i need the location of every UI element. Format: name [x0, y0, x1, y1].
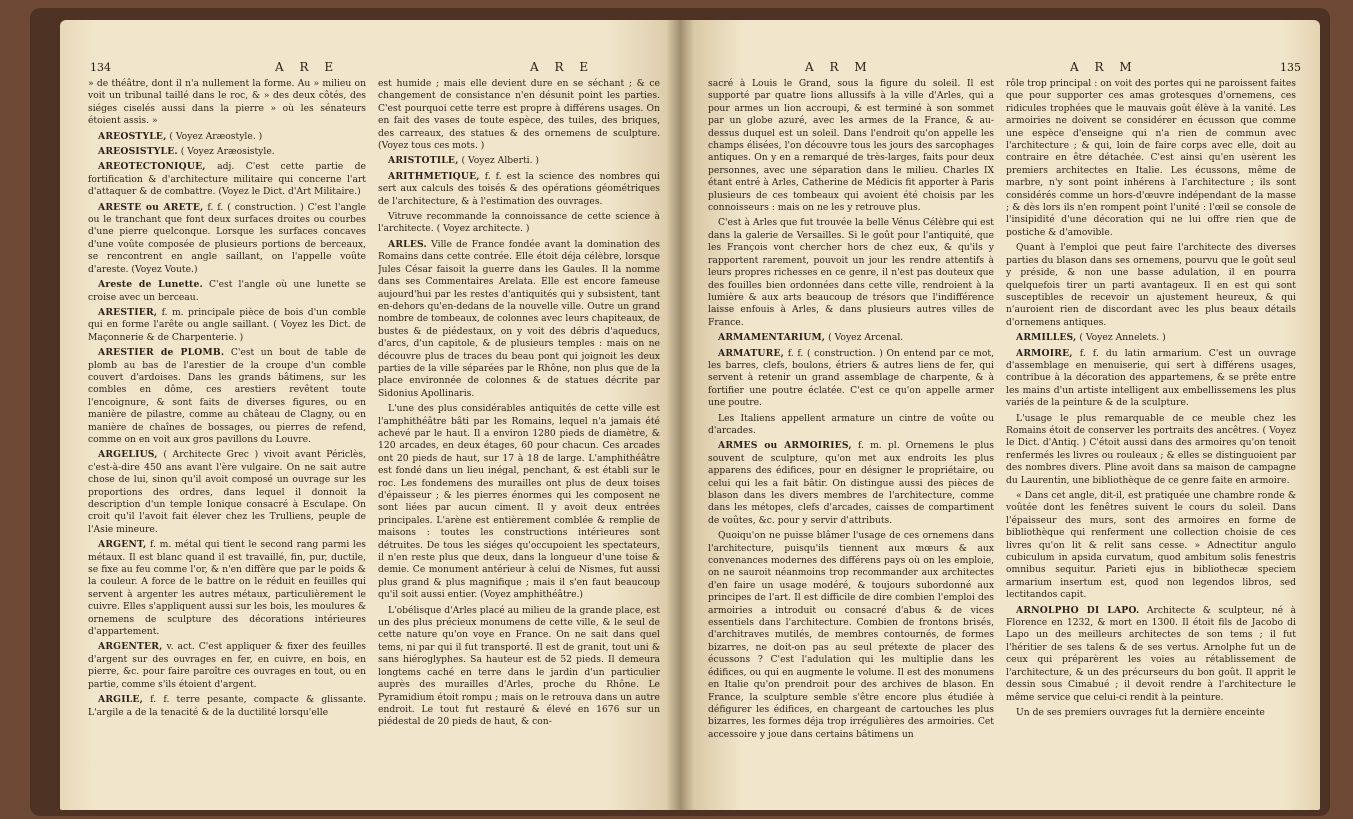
- left-page: [60, 20, 680, 810]
- entry-paragraph: [88, 347, 366, 446]
- entry-text: Un de ses premiers ouvrages fut la dernière enceinte: [1016, 706, 1265, 718]
- right-running-head-1: A R M: [805, 60, 873, 74]
- entry-text: Vitruve recommande la connoissance de cette science à l'architecte. ( Voyez architecte. ): [378, 211, 660, 235]
- entry-paragraph: [708, 440, 994, 527]
- entry-text: » de théâtre, dont il n'a nullement la forme. Au » milieu on voit un tribunal taillé dans le roc, & » des deux côtés, des siéges ciselés aussi dans la pierre » où les sénateurs étoient assis. »: [88, 78, 366, 127]
- entry-headword: ARMES ou ARMOIRIES,: [718, 440, 852, 452]
- entry-headword: ARITHMETIQUE,: [388, 170, 480, 182]
- entry-text: sacré à Louis le Grand, sous la figure du soleil. Il est supporté par quatre lions allussifs à la ville d'Arles, qui a pour armes un lion accroupi, & est terminé à son sommet par un globe azuré, avec les armes de la France, & au-dessus duquel est un soleil. Dans l'endroit qu'on appelle les champs élisées, l'on découvre tous les jours des sarcophages antiques. On y en a remarqué de très-larges, faits pour deux personnes, avec une séparation dans le milieu. Charles IX étant entré à Arles, Catherine de Médicis fit apporter à Paris plusieurs de ces tombeaux qui avoient été choisis par les connoisseurs : mais on ne les y retrouve plus.: [708, 78, 994, 214]
- entry-paragraph: [378, 239, 660, 400]
- entry-text: C'est l'angle où une lunette se croise avec un berceau.: [88, 279, 366, 303]
- entry-headword: AREOSISTYLE.: [98, 146, 178, 158]
- entry-paragraph: [1006, 707, 1296, 719]
- entry-text: ( Voyez Aræosistyle.: [177, 146, 275, 158]
- entry-paragraph: [88, 146, 366, 158]
- entry-headword: Areste de Lunette.: [98, 279, 203, 291]
- entry-paragraph: [88, 539, 366, 638]
- entry-headword: ARGILE,: [98, 694, 143, 706]
- entry-paragraph: [88, 202, 366, 276]
- entry-headword: AREOSTYLE,: [98, 130, 167, 142]
- entry-headword: ARISTOTILE,: [388, 155, 459, 167]
- left-page-number: 134: [90, 61, 111, 74]
- entry-paragraph: [88, 279, 366, 304]
- entry-text: f. m. principale pièce de bois d'un comble qui en forme l'arête ou angle saillant. ( Voyez les Dict. de Maçonnerie & de Charpenterie. ): [88, 306, 366, 343]
- entry-paragraph: [708, 413, 994, 438]
- entry-paragraph: [378, 155, 660, 167]
- entry-text: Les Italiens appellent armature un cintre de voûte ou d'arcades.: [708, 412, 994, 436]
- right-page: [680, 20, 1320, 810]
- left-running-head-2: A R E: [530, 60, 595, 74]
- entry-text: « Dans cet angle, dit-il, est pratiquée une chambre ronde & voûtée dont les fenêtres suivent le cours du soleil. Dans l'épaisseur des murs, sont des armoires en forme de bibliothèque qui renferment une collection choisie de ces livres qu'on lit & relit sans cesse. » Adnectitur angulo cubiculum in apsida curvatum, quod ambitum solis fenestris omnibus sequitur. Parieti ejus in bibliothecæ speciem armarium insertum est, quod non legendos libros, sed lectitandos capit.: [1006, 490, 1296, 601]
- entry-paragraph: [708, 78, 994, 214]
- entry-headword: ARNOLPHO DI LAPO.: [1016, 604, 1140, 616]
- book-gutter: [666, 20, 694, 810]
- entry-paragraph: [708, 530, 994, 741]
- entry-paragraph: [1006, 242, 1296, 329]
- entry-paragraph: [1006, 490, 1296, 602]
- entry-paragraph: [88, 694, 366, 719]
- entry-text: f. f. terre pesante, compacte & glissante. L'argile a de la tenacité & de la ductilité lorsqu'elle: [88, 694, 366, 718]
- entry-headword: AREOTECTONIQUE,: [98, 161, 206, 173]
- entry-text: f. f. ( construction. ) On entend par ce mot, les barres, clefs, boulons, étriers & autres liens de fer, qui servent à retenir un grand assemblage de charpente, & à fortifier une poutre éclatée. C'est ce qu'on appelle armer une poutre.: [708, 347, 994, 409]
- entry-text: Ville de France fondée avant la domination des Romains dans cette contrée. Elle étoit déja célèbre, lorsque Jules César faisoit la guerre dans les Gaules. Il la nomme dans ses Commentaires Arelata. Elle est encore fameuse aujourd'hui par les restes d'antiquités qui y subsistent, tant en-dehors qu'en-dedans de la nouvelle ville. Outre un grand nombre de tombeaux, de colonnes avec leurs chapiteaux, de bustes & de piédestaux, on y voit des débris d'aqueducs, d'arcs, d'un capitole, & de plusieurs temples : mais on ne découvre plus de traces du beau pont qui joignoit les deux parties de la ville séparées par le Rhône, non plus que de la place environnée de colonnes & de statues décrite par Sidonius Apollinaris.: [378, 238, 660, 399]
- left-column-1: [88, 78, 366, 810]
- entry-headword: ARMATURE,: [718, 347, 785, 359]
- right-page-number: 135: [1280, 61, 1301, 74]
- entry-text: Quoiqu'on ne puisse blâmer l'usage de ces ornemens dans l'architecture, puisqu'ils tiennent aux mœurs & aux convenances modernes des différens pays où on les emploie, on ne sauroit néanmoins trop recommander aux architectes d'en faire un usage modéré, & toujours subordonné aux principes de l'art. Il est difficile de dire combien l'emploi des armoiries a introduit ou consacré d'abus & de vices essentiels dans l'architecture. Combien de frontons brisés, d'architraves mutilés, de membres contournés, de formes bizarres, ne doit-on pas au seul prétexte de placer des écussons ? C'est l'adulation qui les multiplie dans les édifices, ou qui en augmente le volume. Il est des monumens en Italie qu'on prendroit pour des archives de blason. En France, la sculpture semble s'être encore plus étudiée à défigurer les édifices, en chargeant de cartouches les plus bizarres, les formes déja trop irrégulières des armoiries. Cet accessoire y joue dans certains bâtimens un: [708, 530, 994, 740]
- entry-paragraph: [1006, 332, 1296, 344]
- entry-headword: ARMILLES,: [1016, 332, 1077, 344]
- left-column-2: [378, 78, 660, 810]
- entry-paragraph: [88, 131, 366, 143]
- entry-paragraph: [378, 171, 660, 208]
- left-running-head-1: A R E: [275, 60, 340, 74]
- entry-headword: ARGENTER,: [98, 641, 163, 653]
- entry-text: Architecte & sculpteur, né à Florence en 1232, & mort en 1300. Il étoit fils de Jacobo di Lapo un des meilleurs architectes de son tems ; il fut l'héritier de ses talens & de ses vertus. Arnolphe fut un de ceux qui préparèrent les voies au rétablissement de l'architecture, & un des précurseurs du bon goût. Il apprit le dessin sous Cimabué ; il devoit rendre à l'architecture le même service que celui-ci rendit à la peinture.: [1006, 604, 1296, 703]
- entry-text: ( Voyez Alberti. ): [458, 155, 540, 167]
- entry-text: rôle trop principal : on voit des portes qui ne paroissent faites que pour supporter ces amas grotesques d'ornemens, ces ridicules trophées que le mauvais goût élève à la vanité. Les armoiries ne doivent se considérer en écusson que comme une espèce d'enseigne qui n'a rien de commun avec l'architecture ; & qui, loin de faire corps avec elle, doit au contraire en être détachée. C'est ainsi qu'en usèrent les premiers architectes en Italie. Les écussons, même de marbre, n'y sont point inhérens à l'architecture ; ils sont considérés comme un hors-d'œuvre indépendant de la masse ; & dès lors ils n'en rompent point l'unité : l'œil se console de l'insipidité d'une décoration qui ne lui offre rien que de postiche & d'amovible.: [1006, 78, 1296, 238]
- entry-text: f. m. métal qui tient le second rang parmi les métaux. Il est blanc quand il est travaillé, fin, pur, ductile, se fixe au feu comme l'or, & n'en diffère que par le poids & la couleur. A force de le battre on le réduit en feuilles qui servent à argenter les autres métaux, particulièrement le cuivre. Elles s'appliquent aussi sur les bois, les moulures & ornemens de sculpture des décorations intérieures d'appartement.: [88, 539, 366, 638]
- entry-paragraph: [378, 211, 660, 236]
- entry-headword: ARMAMENTARIUM,: [718, 332, 826, 344]
- entry-text: ( Voyez Aræostyle. ): [166, 130, 263, 142]
- right-running-head-2: A R M: [1070, 60, 1138, 74]
- entry-paragraph: [1006, 78, 1296, 239]
- entry-paragraph: [1006, 413, 1296, 487]
- entry-text: est humide ; mais elle devient dure en se séchant ; & ce changement de consistance n'en désunit point les parties. C'est pourquoi cette terre est propre à différens usages. On en fait des vases de toute espèce, des tuiles, des briques, des carreaux, des statues & des ornemens de sculpture. (Voyez tous ces mots. ): [378, 78, 660, 152]
- entry-text: f. f. du latin armarium. C'est un ouvrage d'assemblage en menuiserie, qui sert à différens usages, contribue à la décoration des appartemens, & se prête entre les mains d'un artiste intelligent aux embellissemens les plus variés de la peinture & de la sculpture.: [1006, 347, 1296, 409]
- right-column-2: [1006, 78, 1296, 810]
- entry-headword: ARESTE ou ARETE,: [98, 201, 204, 213]
- entry-headword: ARESTIER,: [98, 306, 158, 318]
- entry-headword: ARGENT,: [98, 539, 147, 551]
- entry-paragraph: [88, 161, 366, 198]
- entry-text: ( Architecte Grec ) vivoit avant Périclès, c'est-à-dire 450 ans avant l'ère vulgaire. On ne sait autre chose de lui, sinon qu'il avoit composé un ouvrage sur les proportions des ordres, dans lequel il donnoit la description d'un temple Ionique consacré à Esculape. On croit qu'il l'avoit fait élever chez les Trulliens, peuple de l'Asie mineure.: [88, 449, 366, 535]
- entry-text: ( Voyez Annelets. ): [1076, 332, 1166, 344]
- entry-paragraph: [708, 217, 994, 329]
- entry-text: f. f. ( construction. ) C'est l'angle ou le tranchant que font deux surfaces droites ou courbes d'une pierre quelconque. Lorsque les surfaces concaves d'une voûte composée de plusieurs portions de berceaux, se rencontrent en angle saillant, on l'appelle voûte d'areste. (Voyez Voute.): [88, 201, 366, 275]
- entry-paragraph: [88, 78, 366, 128]
- entry-paragraph: [708, 348, 994, 410]
- entry-paragraph: [708, 332, 994, 344]
- entry-text: L'usage le plus remarquable de ce meuble chez les Romains étoit de conserver les portraits des ancêtres. ( Voyez le Dict. d'Antiq. ) C'étoit aussi dans des armoires qu'on tenoit renfermés les livres ou rouleaux ; & elles se distinguoient par des nombres divers. Pline avoit dans sa maison de campagne du Laurentin, une bibliothèque de ce genre faite en armoire.: [1006, 412, 1296, 486]
- entry-text: ( Voyez Arcenal.: [825, 332, 904, 344]
- right-column-1: [708, 78, 994, 810]
- entry-headword: ARLES.: [388, 238, 427, 250]
- entry-paragraph: [88, 641, 366, 691]
- entry-text: v. act. C'est appliquer & fixer des feuilles d'argent sur des ouvrages en fer, en cuivre, en bois, en pierre, &c. pour faire paroître ces ouvrages en tout, ou en partie, comme s'ils étoient d'argent.: [88, 641, 366, 690]
- entry-text: Quant à l'emploi que peut faire l'architecte des diverses parties du blason dans ses ornemens, pourvu que le goût seul y préside, & non une basse adulation, il en pourra quelquefois tirer un parti avantageux. Il en est qui sont susceptibles de recevoir un ajustement heureux, & qui n'auroient rien de discordant avec les plus beaux détails d'ornemens antiques.: [1006, 242, 1296, 328]
- entry-paragraph: [88, 449, 366, 536]
- entry-text: f. f. est la science des nombres qui sert aux calculs des toisés & des opérations géométriques de l'architecture, & à l'estimation des ouvrages.: [378, 170, 660, 207]
- entry-text: L'obélisque d'Arles placé au milieu de la grande place, est un des plus précieux monumens de cette ville, & le seul de cette nature qu'on voye en France. On ne sait dans quel tems, ni par qui il fut transporté. Il est de granit, tout uni & sans hiéroglyphes. Sa hauteur est de 52 pieds. Il demeura longtems caché en terre dans le jardin d'un particulier auprès des murailles d'Arles, proche du Rhône. Le Pyramidium étoit rompu ; mais on le retrouva dans un autre endroit. Le tout fut restauré & élevé en 1676 sur un piédestal de 20 pieds de haut, & con-: [378, 604, 660, 728]
- entry-headword: ARESTIER de PLOMB.: [98, 347, 225, 359]
- entry-text: L'une des plus considérables antiquités de cette ville est l'amphithéâtre bâti par les Romains, lequel n'a jamais été achevé par le haut. Il a environ 1280 pieds de diamètre, & 120 arcades, en deux étages, 60 pour chacun. Ces arcades ont 20 pieds de haut, sur 17 à 18 de large. L'amphithéâtre est fondé dans un lieu inégal, penchant, & est établi sur le roc. Les fondemens des murailles ont plus de deux toises d'épaisseur ; & les pierres énormes qui les composent ne sont liées par aucun ciment. Il y avoit deux entrées principales. L'arène est entièrement comblée & remplie de maisons : toutes les constructions intérieures sont détruites. De tous les siéges qu'occupoient les spectateurs, il n'en reste plus que deux, dans la longueur d'une toise & demie. Ce monument antérieur à celui de Nismes, fut aussi plus grand & plus magnifique ; mais il s'en faut beaucoup qu'il soit aussi entier. (Voyez amphithéâtre.): [378, 403, 660, 601]
- entry-text: C'est à Arles que fut trouvée la belle Vénus Célèbre qui est dans la galerie de Versailles. Si le goût pour l'antiquité, que les François vont chercher hors de chez eux, & qu'ils y rapportent rarement, pouvoit un jour les rendre attentifs à leurs propres richesses en ce genre, il n'est pas douteux que des fouilles bien ordonnées dans cette ville, rendroient à la lumière & aux arts beaucoup de trésors que l'indifférence laisse enfouis à Arles, & dans plusieurs autres villes de France.: [708, 217, 994, 328]
- entry-text: adj. C'est cette partie de fortification & d'architecture militaire qui concerne l'art d'attaquer & de combattre. (Voyez le Dict. d'Art Militaire.): [88, 161, 366, 198]
- entry-paragraph: [1006, 348, 1296, 410]
- entry-paragraph: [378, 605, 660, 729]
- entry-paragraph: [378, 403, 660, 602]
- entry-headword: ARGELIUS,: [98, 449, 158, 461]
- entry-paragraph: [1006, 605, 1296, 704]
- entry-text: f. m. pl. Ornemens le plus souvent de sculpture, qu'on met aux endroits les plus apparens des édifices, pour en désigner le propriétaire, ou celui qui les a fait bâtir. On distingue aussi des pièces de blason dans les divers membres de l'architecture, comme dans les métopes, clefs d'arcades, caisses de compartiment de voûtes, &c. pour y servir d'attributs.: [708, 440, 994, 526]
- entry-paragraph: [378, 78, 660, 152]
- entry-paragraph: [88, 307, 366, 344]
- entry-headword: ARMOIRE,: [1016, 347, 1073, 359]
- entry-text: C'est un bout de table de plomb au bas de l'arestier de la croupe d'un comble couvert d'ardoises. Dans les grands bâtimens, sur les combles en dôme, ces arestiers revêtent toute l'encoignure, & sont faits de diverses figures, ou en manière de pilastre, comme au château de Clagny, ou en manière de chaînes de bossages, ou pierres de refend, comme on en voit aux gros pavillons du Louvre.: [88, 347, 366, 445]
